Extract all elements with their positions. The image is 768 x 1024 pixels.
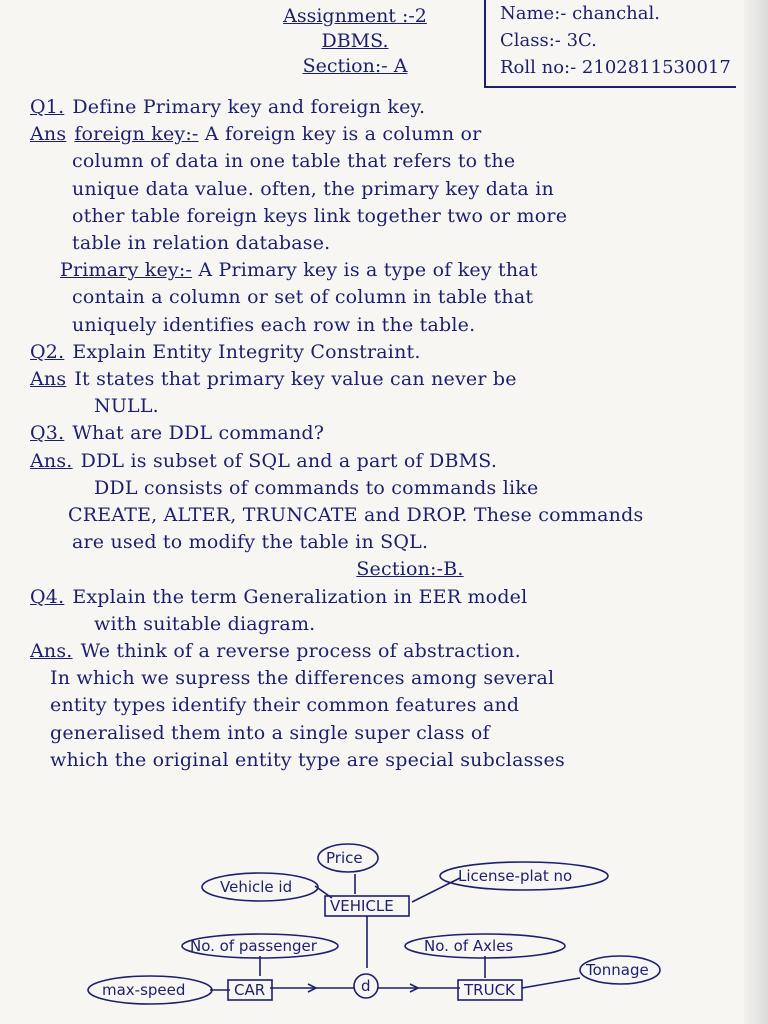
page-edge-shadow <box>744 0 768 1024</box>
q4-answer-line <box>30 638 730 665</box>
fk-line-1: A foreign key is a column or <box>204 123 482 146</box>
q2-question-text: Explain Entity Integrity Constraint. <box>72 340 421 363</box>
q3-line-4: are used to modify the table in SQL. <box>72 531 429 554</box>
fk-line-5: table in relation database. <box>72 232 331 255</box>
eer-diagram-svg <box>60 838 740 1014</box>
assignment-title: Assignment :-2 <box>283 5 427 27</box>
q1-answer-line <box>30 121 730 148</box>
q1-ans-tag: Ans <box>30 123 67 146</box>
eer-generalization-diagram <box>60 838 740 1014</box>
q2-line-1: It states that primary key value can never be <box>74 368 517 391</box>
vehicle-id-label: Vehicle id <box>220 878 293 896</box>
q3-answer-line <box>30 448 730 475</box>
q3-tag: Q3. <box>30 422 65 445</box>
fk-line-4: other table foreign keys link together two or more <box>72 204 568 227</box>
truck-label: TRUCK <box>464 981 515 999</box>
q4-question <box>30 584 730 611</box>
pk-line-1-row <box>30 257 730 284</box>
q4-question-l1: Explain the term Generalization in EER model <box>72 585 528 608</box>
fk-line-2: column of data in one table that refers to the <box>72 150 516 173</box>
tonnage-connector <box>522 978 580 988</box>
max-speed-label: max-speed <box>102 981 186 999</box>
student-name: Name:- chanchal. <box>500 3 660 24</box>
student-info-box <box>484 0 736 88</box>
q4-line-5: which the original entity type are special subclasses <box>50 748 565 771</box>
student-class: Class:- 3C. <box>500 30 597 51</box>
license-plate-label: License-plat no <box>458 867 573 885</box>
section-b-title: Section:-B. <box>356 558 464 581</box>
student-roll: Roll no:- 2102811530017 <box>500 57 731 78</box>
q4-line-3: entity types identify their common features and <box>50 694 520 717</box>
q2-tag: Q2. <box>30 340 65 363</box>
primary-key-term: Primary key:- <box>60 259 193 282</box>
q1-question-text: Define Primary key and foreign key. <box>72 96 426 118</box>
q2-ans-tag: Ans <box>30 368 67 391</box>
license-connector <box>412 878 460 902</box>
no-of-passenger-label: No. of passenger <box>190 937 317 955</box>
q2-question <box>30 339 730 366</box>
vehicle-label: VEHICLE <box>330 897 394 915</box>
q2-line-2: NULL. <box>94 395 159 418</box>
q3-line-1: DDL is subset of SQL and a part of DBMS. <box>80 449 498 472</box>
section-a-title: Section:- A <box>302 55 408 77</box>
q4-line-1: We think of a reverse process of abstraction. <box>80 640 521 663</box>
q2-answer-line <box>30 366 730 393</box>
subject-title: DBMS. <box>321 30 389 52</box>
pk-line-2: contain a column or set of column in table that <box>72 286 534 309</box>
q3-question-text: What are DDL command? <box>72 422 325 445</box>
q1-tag: Q1. <box>30 96 65 118</box>
no-of-axles-label: No. of Axles <box>424 937 514 955</box>
car-label: CAR <box>234 981 266 999</box>
tonnage-label: Tonnage <box>586 961 649 979</box>
q1-question <box>30 94 730 121</box>
q4-line-2: In which we supress the differences among several <box>50 667 555 690</box>
fk-line-3: unique data value. often, the primary key data in <box>72 177 554 200</box>
q3-line-3: CREATE, ALTER, TRUNCATE and DROP. These commands <box>68 504 644 527</box>
q4-question-l2: with suitable diagram. <box>94 612 316 635</box>
pk-line-3: uniquely identifies each row in the table. <box>72 313 476 336</box>
q3-ans-tag: Ans. <box>30 449 73 472</box>
pk-line-1: A Primary key is a type of key that <box>198 259 538 282</box>
q4-ans-tag: Ans. <box>30 640 73 663</box>
answer-text <box>30 94 730 774</box>
q3-line-2: DDL consists of commands to commands like <box>94 476 539 499</box>
foreign-key-term: foreign key:- <box>74 123 199 146</box>
assignment-heading <box>250 4 460 79</box>
disjoint-label: d <box>361 977 371 995</box>
q4-tag: Q4. <box>30 585 65 608</box>
q4-line-4: generalised them into a single super class of <box>50 721 490 744</box>
price-label: Price <box>326 849 363 867</box>
q3-question <box>30 420 730 447</box>
